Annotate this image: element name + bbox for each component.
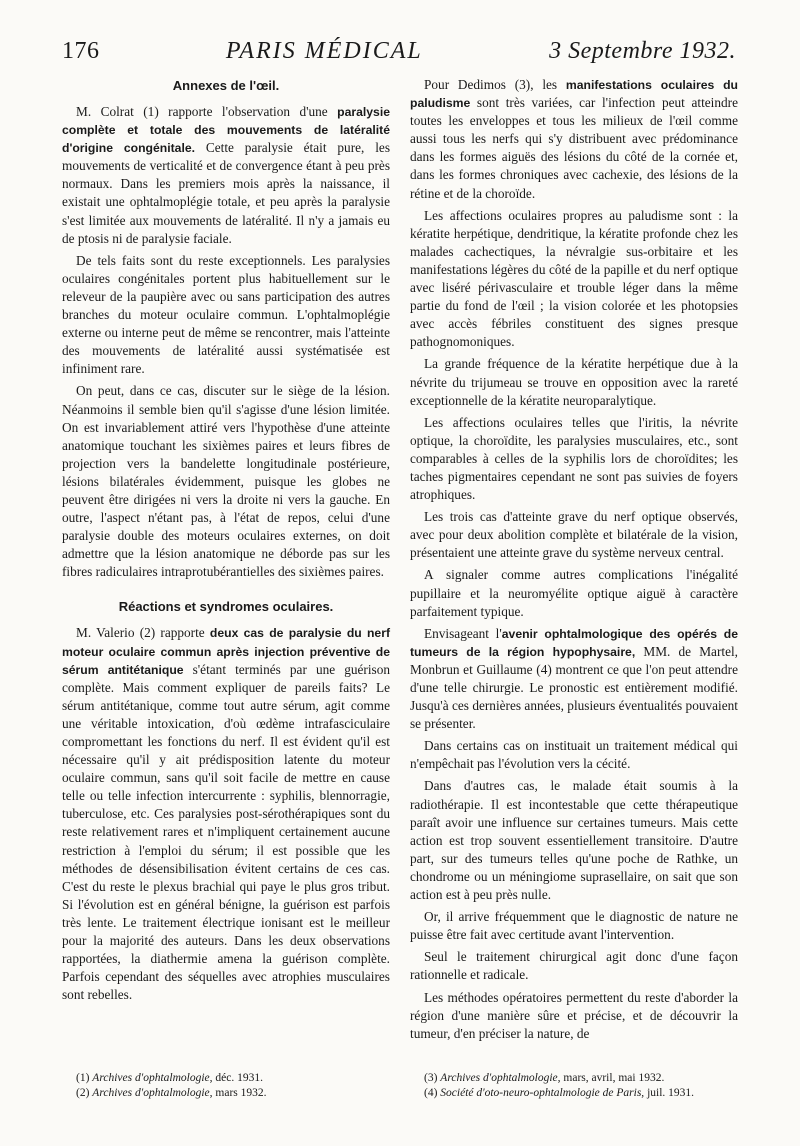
paragraph: Dans d'autres cas, le malade était soumis à la radiothérapie. Il est incontestable que cette thérapeutique paraît avoir une influence sur certaines tumeurs. Mais cette action est trop souvent essentiellement transitoire. D'autre part, sur des tumeurs telles qu'une poche de Rathke, un chondrome ou un méningiome suprasellaire, on sait que son action est à peu près nulle. [410,778,738,903]
spacer [62,585,390,597]
paragraph: De tels faits sont du reste exceptionnels. Les paralysies oculaires congénitales portent plus habituellement sur le releveur de la paupière avec ou sans participation des autres branches du moteur oculaire commun. L'ophtalmoplégie externe ou interne peut de même se rencontrer, mais l'atteinte des mouvements de latéralité aussi systématisée est infiniment rare. [62,252,390,377]
paragraph: On peut, dans ce cas, discuter sur le siège de la lésion. Néanmoins il semble bien qu'il s'agisse d'une lésion limitée. On est invariablement attiré vers l'hypothèse d'une atteinte anatomique touchant les sixièmes paires et leurs fibres de projection vers la bandelette longitudinale postérieure, lésions bilatérales évidemment, puisque les globes ne peuvent être dirigées ni vers la droite ni vers la gauche. En outre, l'aspect n'étant pas, à l'état de repos, celui d'une paralysie double des moteurs oculaires externes, on doit admettre que la lésion anatomique ne déborde pas sur les fibres radiculaires intraprotubérantielles des sixièmes paires. [62,383,390,580]
paragraph: La grande fréquence de la kératite herpétique due à la névrite du trijumeau se trouve en opposition avec la rareté exceptionnelle de la kératite neuroparalytique. [410,356,738,408]
running-header [62,38,736,70]
paragraph: Or, il arrive fréquemment que le diagnostic de nature ne puisse être fait avec certitude avant l'intervention. [410,909,738,943]
footnotes-left [76,1071,390,1101]
paragraph: Les affections oculaires telles que l'iritis, la névrite optique, la choroïdite, les paralysies musculaires, etc., sont comparables à celles de la syphilis lors de choroïdites; les taches pigmentaires cependant ne sont pas suivies de foyers atrophiques. [410,414,738,503]
issue-date: 3 Septembre 1932. [549,38,736,64]
paragraph: Dans certains cas on instituait un traitement médical qui n'empêchait pas l'évolution vers la cécité. [410,738,738,772]
footnote: (4) Société d'oto-neuro-ophtalmologie de Paris, juil. 1931. [424,1087,695,1099]
paragraph: Envisageant l'avenir ophtalmologique des opérés de tumeurs de la région hypophysaire, MM. de Martel, Monbrun et Guillaume (4) montrent ce que l'on peut attendre d'une telle chirurgie. Le pronostic est entièrement modifié. Jusqu'à ces dernières années, plusieurs éventualités pouvaient se présenter. [410,625,738,732]
footnotes-right [424,1071,738,1101]
footnote: (1) Archives d'ophtalmologie, déc. 1931. [76,1072,263,1084]
paragraph: Les trois cas d'atteinte grave du nerf optique observés, avec pour deux abolition complète et bilatérale de la vision, présentaient une atteinte grave du système nerveux central. [410,509,738,561]
footnote: (3) Archives d'ophtalmologie, mars, avril, mai 1932. [424,1072,665,1084]
paragraph: Pour Dedimos (3), les manifestations oculaires du paludisme sont très variées, car l'infection peut atteindre toutes les enveloppes et tous les milieux de l'œil comme aussi tous les nerfs qui s'y distribuent avec prédominance dans les formes aiguës des lésions du côté de la cornée et, dans les formes chroniques avec cachexie, des lésions de la rétine et de la choroïde. [410,77,739,201]
page-number: 176 [62,38,100,64]
paragraph: Les affections oculaires propres au paludisme sont : la kératite herpétique, dendritique, la kératite profonde chez les malades cachectiques, la névralgie sus-orbitaire et les manifestations légères du côté de la papille et du nerf optique avec liséré périvasculaire et trouble léger dans la même partie du fond de l'œil ; la vision colorée et les photopsies avec accès fébriles constituent des signes presque pathognomoniques. [410,207,738,350]
paragraph: M. Colrat (1) rapporte l'observation d'une paralysie complète et totale des mouvements de latéralité d'origine congénitale. Cette paralysie était pure, les mouvements de verticalité et de convergence étant à peu près normaux. Dans les premiers mois après la naissance, il existait une ophtalmoplégie totale, et peu après la paralysie s'est limitée aux mouvements de latéralité. Il n'y a jamais eu de ptosis ni de paralysie faciale. [62,104,390,246]
paragraph: Les méthodes opératoires permettent du reste d'aborder la région d'une manière sûre et précise, et de découvrir la tumeur, d'en préciser la nature, de [410,989,738,1041]
paragraph: Seul le traitement chirurgical agit donc d'une façon rationnelle et radicale. [410,949,738,983]
section-heading-annexes: Annexes de l'œil. [172,78,280,93]
left-column [62,76,390,1008]
paragraph: A signaler comme autres complications l'inégalité pupillaire et la neuromyélite optique aiguë à caractère parfaitement typique. [410,567,738,619]
footnote: (2) Archives d'ophtalmologie, mars 1932. [76,1087,267,1099]
journal-title: PARIS MÉDICAL [225,38,423,64]
section-heading-reactions: Réactions et syndromes oculaires. [118,599,334,615]
right-column [410,76,738,1047]
paragraph: M. Valerio (2) rapporte deux cas de paralysie du nerf moteur oculaire commun après injection préventive de sérum antitétanique s'étant terminés par une guérison complète. Mais comment expliquer de pareils faits? Le sérum antitétanique, comme tout autre sérum, agit comme une véritable intoxication, d'où œdème intrafasciculaire compromettant les fonctions du nerf. Il est évident qu'il est nécessaire qu'il y ait prédisposition latente du moteur oculaire commun, sans qu'il soit facile de mettre en cause telle ou telle infection intercurrente : syphilis, blennorragie, tuberculose, etc. Ces paralysies post-sérothérapiques sont du reste relativement rares et n'impliquent certainement aucune restriction à l'emploi du sérum; il est possible que les méthodes de désensibilisation évitent certains de ces cas. C'est du reste le plexus brachial qui paye le plus gros tribut. Si l'évolution est en général bénigne, la guérison est parfois très lente. Le traitement électrique ionisant est le meilleur pour la majorité des auteurs. Dans les deux observations rapportées, la diathermie amena la guérison complète. Parfois cependant des séquelles avec atrophies musculaires sont rebelles. [62,625,391,1003]
